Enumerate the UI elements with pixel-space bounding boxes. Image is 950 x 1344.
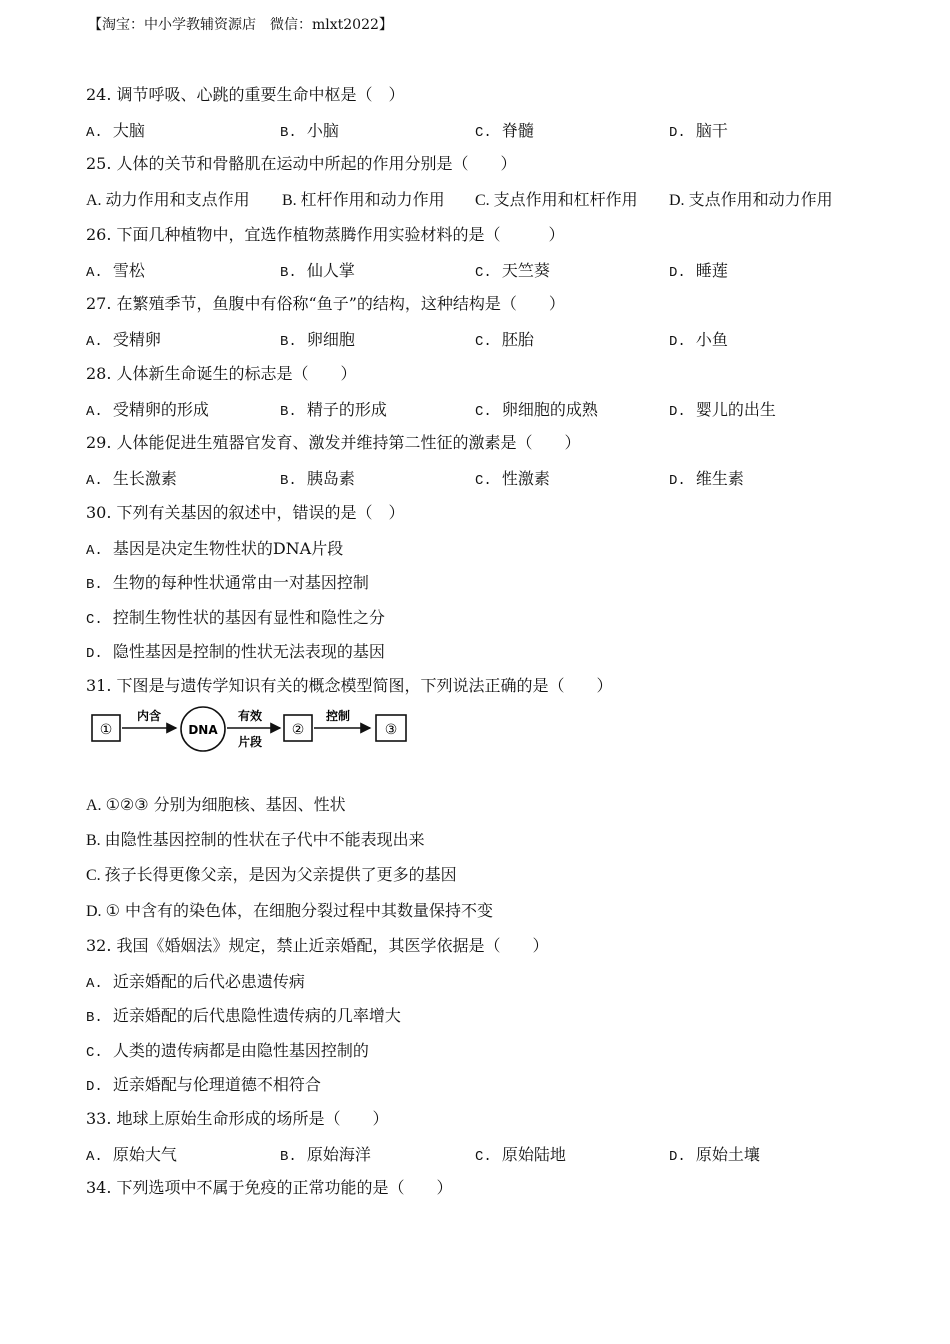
- option-text: 生长激素: [112, 469, 177, 488]
- option-letter: A.: [86, 265, 103, 281]
- option-d[interactable]: [669, 397, 776, 420]
- option-text: 小鱼: [695, 330, 728, 349]
- option-b[interactable]: [280, 466, 355, 489]
- option-b[interactable]: [280, 397, 387, 420]
- option-letter: D.: [669, 125, 686, 141]
- question-33-stem: 33. 地球上原始生命形成的场所是（ ）: [86, 1109, 389, 1128]
- option-letter: B.: [86, 577, 103, 593]
- option-a[interactable]: [86, 397, 209, 420]
- option-a[interactable]: [86, 118, 145, 141]
- arrow-control-label: 控制: [325, 709, 351, 723]
- option-text: 近亲婚配的后代必患遗传病: [112, 972, 305, 991]
- option-text: 受精卵的形成: [112, 400, 209, 419]
- option-c[interactable]: [475, 118, 534, 141]
- option-text: 脊髓: [501, 121, 534, 140]
- option-a[interactable]: [86, 969, 305, 992]
- option-letter: D.: [86, 1079, 103, 1095]
- option-letter: C.: [86, 867, 101, 884]
- option-text: 原始海洋: [306, 1145, 371, 1164]
- option-text: 隐性基因是控制的性状无法表现的基因: [112, 642, 385, 661]
- question-32-stem: 32. 我国《婚姻法》规定，禁止近亲婚配，其医学依据是（ ）: [86, 936, 549, 955]
- option-letter: D.: [669, 1149, 686, 1165]
- option-c[interactable]: [475, 258, 550, 281]
- option-letter: C.: [475, 404, 492, 420]
- option-c[interactable]: [475, 466, 550, 489]
- option-letter: D.: [669, 265, 686, 281]
- question-30-stem: 30. 下列有关基因的叙述中，错误的是（ ）: [86, 503, 405, 522]
- option-text: 性激素: [501, 469, 550, 488]
- option-text: 控制生物性状的基因有显性和隐性之分: [112, 608, 385, 627]
- option-b[interactable]: [280, 258, 355, 281]
- question-27-stem: 27. 在繁殖季节，鱼腹中有俗称“鱼子”的结构，这种结构是（ ）: [86, 294, 565, 313]
- question-25-stem: 25. 人体的关节和骨骼肌在运动中所起的作用分别是（ ）: [86, 154, 517, 173]
- option-a[interactable]: [86, 536, 343, 559]
- option-letter: B.: [86, 832, 101, 849]
- option-c[interactable]: [475, 1142, 566, 1165]
- option-text: 原始土壤: [695, 1145, 760, 1164]
- option-text: 由隐性基因控制的性状在子代中不能表现出来: [104, 830, 425, 849]
- option-b[interactable]: [86, 1003, 401, 1026]
- option-c[interactable]: [475, 397, 598, 420]
- option-d[interactable]: [669, 327, 728, 350]
- question-26-stem: 26. 下面几种植物中，宜选作植物蒸腾作用实验材料的是（ ）: [86, 225, 565, 244]
- arrow-contains-label: 内含: [136, 709, 162, 723]
- option-d[interactable]: [86, 1072, 321, 1095]
- concept-model-svg: [86, 704, 416, 756]
- box-1-label: ①: [99, 722, 113, 738]
- option-c[interactable]: [475, 327, 534, 350]
- option-d[interactable]: [86, 639, 385, 662]
- option-text: 雪松: [112, 261, 145, 280]
- question-29-stem: 29. 人体能促进生殖器官发育、激发并维持第二性征的激素是（ ）: [86, 433, 581, 452]
- option-c[interactable]: [475, 187, 638, 210]
- option-c[interactable]: [86, 862, 457, 885]
- option-letter: B.: [282, 192, 297, 209]
- option-text: 动力作用和支点作用: [105, 190, 250, 209]
- option-c[interactable]: [86, 605, 385, 628]
- page-header: 【淘宝：中小学教辅资源店 微信：mlxt2022】: [88, 17, 393, 33]
- option-letter: D.: [669, 192, 685, 209]
- option-letter: B.: [280, 265, 297, 281]
- option-text: 脑干: [695, 121, 728, 140]
- arrow-segment-label: 片段: [237, 735, 263, 749]
- option-letter: D.: [669, 473, 686, 489]
- option-text: 支点作用和杠杆作用: [493, 190, 638, 209]
- option-text: 受精卵: [112, 330, 161, 349]
- option-letter: D.: [669, 334, 686, 350]
- option-a[interactable]: [86, 327, 161, 350]
- option-b[interactable]: [86, 827, 425, 850]
- option-b[interactable]: [280, 118, 339, 141]
- option-text: 原始大气: [112, 1145, 177, 1164]
- option-b[interactable]: [280, 1142, 371, 1165]
- arrow-effective-label: 有效: [237, 709, 263, 723]
- option-letter: A.: [86, 404, 103, 420]
- option-text: 维生素: [695, 469, 744, 488]
- option-text: 原始陆地: [501, 1145, 566, 1164]
- question-28-stem: 28. 人体新生命诞生的标志是（ ）: [86, 364, 357, 383]
- option-letter: C.: [86, 1045, 103, 1061]
- option-text: 精子的形成: [306, 400, 387, 419]
- box-2-label: ②: [291, 722, 305, 738]
- option-a[interactable]: [86, 187, 250, 210]
- option-a[interactable]: [86, 1142, 177, 1165]
- option-text: 仙人掌: [306, 261, 355, 280]
- option-d[interactable]: [669, 187, 833, 210]
- option-text: 胰岛素: [306, 469, 355, 488]
- option-letter: D.: [86, 646, 103, 662]
- box-3-label: ③: [384, 722, 398, 738]
- option-text: 睡莲: [695, 261, 728, 280]
- option-letter: C.: [475, 1149, 492, 1165]
- option-text: 天竺葵: [501, 261, 550, 280]
- option-b[interactable]: [280, 327, 355, 350]
- option-text: 胚胎: [501, 330, 534, 349]
- option-text: 小脑: [306, 121, 339, 140]
- option-letter: C.: [475, 192, 490, 209]
- option-b[interactable]: [86, 570, 369, 593]
- option-text: 生物的每种性状通常由一对基因控制: [112, 573, 369, 592]
- option-letter: C.: [86, 612, 103, 628]
- option-letter: C.: [475, 125, 492, 141]
- option-letter: B.: [280, 125, 297, 141]
- option-letter: B.: [280, 334, 297, 350]
- option-text: 卵细胞: [306, 330, 355, 349]
- option-letter: C.: [475, 265, 492, 281]
- option-letter: A.: [86, 334, 103, 350]
- option-letter: B.: [280, 473, 297, 489]
- option-letter: A.: [86, 976, 103, 992]
- option-letter: A.: [86, 125, 103, 141]
- option-text: 人类的遗传病都是由隐性基因控制的: [112, 1041, 369, 1060]
- option-text: 杠杆作用和动力作用: [300, 190, 445, 209]
- option-text: 孩子长得更像父亲，是因为父亲提供了更多的基因: [104, 865, 457, 884]
- option-letter: A.: [86, 543, 103, 559]
- option-d[interactable]: [669, 118, 728, 141]
- option-letter: A.: [86, 797, 102, 814]
- option-d[interactable]: [669, 466, 744, 489]
- question-24-stem: 24. 调节呼吸、心跳的重要生命中枢是（ ）: [86, 85, 405, 104]
- option-text: 近亲婚配的后代患隐性遗传病的几率增大: [112, 1006, 401, 1025]
- option-text: 近亲婚配与伦理道德不相符合: [112, 1075, 321, 1094]
- option-text: 大脑: [112, 121, 145, 140]
- option-letter: C.: [475, 473, 492, 489]
- option-a[interactable]: [86, 466, 177, 489]
- option-letter: A.: [86, 1149, 103, 1165]
- option-text: 基因是决定生物性状的DNA片段: [112, 539, 344, 558]
- option-a[interactable]: [86, 258, 145, 281]
- option-text: 卵细胞的成熟: [501, 400, 598, 419]
- option-letter: B.: [280, 404, 297, 420]
- option-d[interactable]: [86, 898, 493, 921]
- option-letter: A.: [86, 192, 102, 209]
- option-text: ① 中含有的染色体，在细胞分裂过程中其数量保持不变: [105, 901, 493, 920]
- option-letter: A.: [86, 473, 103, 489]
- option-text: ①②③ 分别为细胞核、基因、性状: [105, 795, 346, 814]
- option-text: 支点作用和动力作用: [688, 190, 833, 209]
- option-d[interactable]: [669, 1142, 760, 1165]
- option-letter: B.: [280, 1149, 297, 1165]
- option-letter: D.: [669, 404, 686, 420]
- option-c[interactable]: [86, 1038, 369, 1061]
- concept-model-diagram: [86, 704, 416, 760]
- option-a[interactable]: [86, 792, 346, 815]
- option-letter: C.: [475, 334, 492, 350]
- dna-label: DNA: [188, 723, 218, 737]
- question-31-stem: 31. 下图是与遗传学知识有关的概念模型简图，下列说法正确的是（ ）: [86, 676, 613, 695]
- option-b[interactable]: [282, 187, 445, 210]
- option-text: 婴儿的出生: [695, 400, 776, 419]
- option-letter: B.: [86, 1010, 103, 1026]
- option-letter: D.: [86, 903, 102, 920]
- option-d[interactable]: [669, 258, 728, 281]
- question-34-stem: 34. 下列选项中不属于免疫的正常功能的是（ ）: [86, 1178, 453, 1197]
